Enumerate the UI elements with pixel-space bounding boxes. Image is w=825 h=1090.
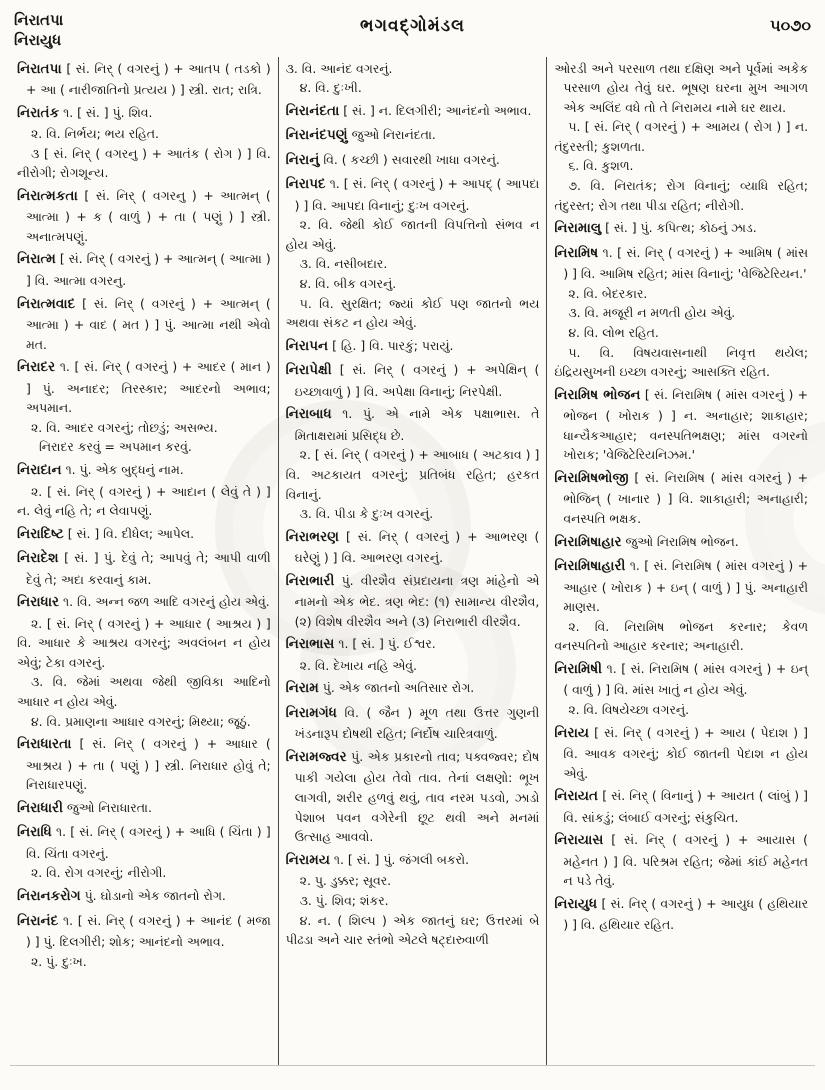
entry-definition [17, 822, 271, 863]
headword: નિરામિષભોજી [554, 470, 629, 486]
headword: નિરામય [285, 851, 330, 868]
headword: નિરામિષી [554, 660, 603, 677]
dictionary-entry [286, 634, 540, 675]
dictionary-entry [554, 830, 808, 891]
dictionary-entry [286, 150, 540, 171]
dictionary-entry [286, 571, 540, 632]
entry-definition [554, 830, 808, 891]
headword: નિરાનકરોગ [17, 888, 81, 905]
definition-text: ૧. [ સં. નિરામિષ ( માંસ વગરનું ) + ઇન્ ( વાળું ) ] વિ. માંસ ખાતું ન હોય એવું. [563, 660, 809, 698]
definition-text: ૧. [ સં. નિર્ ( વગરનું ) + આપદ્ ( આપદા ) ] વિ. આપદા વિનાનું; દુઃખ વગરનું. [294, 176, 540, 213]
sense-line: ૨. પુ. ડુક્કર; સૂવર. [299, 873, 392, 889]
entry-definition [554, 556, 808, 617]
definition-text: ૧. પું. એક બુદ્ધનું નામ. [65, 462, 184, 478]
entry-definition [17, 103, 271, 124]
definition-text: ૩. વિ. આનંદ વગરનું. [285, 60, 393, 76]
sense-line: ૨. પું. દુઃખ. [31, 953, 87, 969]
dictionary-entry [554, 532, 808, 553]
dictionary-entry [286, 101, 540, 122]
headword: નિરાતંક [17, 104, 60, 121]
entry-definition [554, 659, 808, 700]
dictionary-entry [554, 218, 808, 239]
headword: નિરામ [285, 680, 319, 697]
sense-line: ૪. વિ. લોભ રહિત. [568, 324, 659, 340]
headword: નિરાપેક્ષી [285, 362, 332, 379]
entry-definition [17, 357, 271, 418]
entry-definition [286, 850, 540, 871]
entry-definition [17, 798, 271, 819]
dictionary-entry [554, 894, 808, 935]
entry-definition [17, 524, 271, 545]
definition-text: [ સં. નિર્ ( વગરનું ) + અપેક્ષિન્ ( ઇચ્છાવાળું ) ] વિ. અપેક્ષા વિનાનું; નિરપેક્ષી. [294, 362, 540, 399]
definition-text: પું. એક પ્રકારનો તાવ; પક્વજ્વર; દોષ પાકી ગયેલા હોય તેવો તાવ. તેનાં લક્ષણો: ભૂખ લાગવી, શરીર હળવું થવું, તાવ નરમ પડવો, ઝાડો પેશાબ પવન વગેરેની છૂટ થવી અને મનમાં ઉત્સાહ આવવો. [294, 749, 540, 845]
definition-text: જુઓ નિરાધારતા. [66, 799, 152, 815]
column-3 [546, 57, 815, 1065]
entry-definition [286, 101, 540, 122]
entry-definition [17, 911, 271, 952]
sense-line: ૪. વિ. બીક વગરનું. [299, 275, 397, 291]
dictionary-entry [554, 243, 808, 382]
sense-line: ૨. [ સં. નિર્ ( વગરનું ) + આદાન ( લેવું તે ) ] ન. લેવું નહિ તે; ન લેવાપણું. [17, 483, 271, 519]
headword: નિરાભરણ [285, 528, 339, 545]
definition-text: ૧. [ સં. નિર્ ( વગરનું ) + આનંદ ( મજા ) ] પું. દિલગીરી; શોક; આનંદનો અભાવ. [26, 912, 271, 949]
dictionary-entry [17, 524, 271, 545]
dictionary-entry [286, 404, 540, 523]
headword: નિરાદિષ્ટ [17, 525, 64, 542]
sense-line: ૨. વિ. આદર વગરનું; તોછડું; અસભ્ય. [31, 419, 218, 435]
sense-line: ૪. વિ. દુઃખી. [299, 80, 362, 96]
headword: નિરાતપા [17, 60, 62, 77]
headword: નિરાધારી [17, 799, 63, 816]
entry-definition [554, 468, 808, 529]
entry-definition [17, 592, 271, 613]
entry-definition [286, 59, 540, 79]
dictionary-entry [17, 103, 271, 183]
page-header [10, 4, 815, 55]
definition-text: [ સં. નિર્ ( વગરનુ ) + આત્મન્ ( આત્મા ) + ક ( વાળું ) + તા ( પણું ) ] સ્ત્રી. અનાત્મપણું. [26, 187, 271, 244]
headword: નિરાધાર [17, 594, 60, 611]
definition-text: પું. ઘોડાનો એક જાતનો રોગ. [84, 888, 226, 904]
headword: નિરામિષ ભોજન [554, 386, 641, 403]
definition-text: ૧. [ સં. ] પું. શિવ. [63, 104, 153, 120]
dictionary-entry [554, 385, 808, 465]
sense-line: ૨. વિ. રોગ વગરનું; નીરોગી. [31, 865, 167, 881]
entry-definition [286, 336, 540, 357]
sense-line: ૫. વિ. વિષયવાસનાથી નિવૃત્ત થયેલ; ઇંદ્રિયસુખની ઇચ્છા વગરનું; આસક્તિ રહિત. [554, 344, 809, 380]
entry-definition [17, 249, 271, 290]
entry-definition [554, 786, 808, 827]
definition-text: વિ. ( કચ્છી ) સવારથી ખાધા વગરનું. [323, 151, 500, 167]
definition-text: જુઓ નિરાનંદતા. [351, 127, 436, 143]
headword: નિરાયુધ [554, 896, 598, 912]
headword: નિરાયત [554, 788, 599, 805]
dictionary-entry [17, 59, 271, 100]
dictionary-entry [17, 734, 271, 795]
entry-definition [554, 218, 808, 239]
definition-text: ૧. [ સં. ] પું. ઈશ્વર. [338, 636, 436, 652]
definition-text: ૧. વિ. અન્ન જળ આદિ વગરનું હોય એવું. [63, 594, 270, 610]
entry-definition [17, 294, 271, 355]
definition-text: [ સં. નિરામિષ ( માંસ વગરનું ) + ભોજન ( ખોરાક ) ] ન. અનાહાર; શાકાહાર; ધાન્યૈકઆહાર; વનસ્પતિભક્ષણ; માંસ વગરનો ખોરાક; 'વેજિટેરિયનિઝમ.' [563, 386, 809, 463]
headword: નિરાનંદપણું [285, 127, 348, 144]
definition-text: [ સં. ] વિ. દીધેલ; આપેલ. [67, 525, 195, 541]
definition-text: [ સં. ] ન. દિલગીરી; આનંદનો અભાવ. [343, 102, 532, 118]
entry-definition [17, 734, 271, 795]
headword: નિરાદેશ [17, 550, 59, 567]
sense-line: ૩. વિ. નસીબદાર. [299, 256, 388, 272]
running-head-first-entry: નિરાતપા [14, 11, 64, 29]
sense-line: ૪. વિ. પ્રમાણના આધાર વગરનું; મિથ્યા; જૂઠું. [31, 713, 251, 729]
definition-text: પું. વીરશૈવ સંપ્રદાયના ત્રણ માંહેનો એ નામનો એક ભેદ. ત્રણ ભેદ: (૧) સામાન્ય વીરશૈવ, (૨) વિશેષ વીરશૈવ અને (૩) નિરાભારી વીરશૈવ. [294, 572, 540, 629]
headword: નિરાત્મ [17, 251, 56, 268]
entry-definition [286, 747, 540, 847]
entry-definition [554, 243, 808, 284]
dictionary-entry [286, 747, 540, 847]
dictionary-entry [286, 850, 540, 950]
dictionary-entry [17, 186, 271, 247]
definition-text: [ સં. નિર્ ( વગરનું ) + આત્મન્ ( આત્મા ) ] વિ. આત્મા વગરનુ. [26, 251, 271, 288]
headword: નિરાભાસ [285, 636, 335, 653]
entry-definition [286, 404, 540, 445]
definition-text: વિ. ( જૈન ) મૂળ તથા ઉત્તર ગુણની ખંડનારૂપ દોષથી રહિત; નિર્દોષ ચારિત્રવાળું. [294, 704, 540, 742]
sense-line: ૨. [ સં. નિર્ ( વગરનું ) + આબાધ ( અટકાવ ) ] વિ. અટકાયત વગરનું; પ્રતિબંધ રહિત; હરકત વિનાનું. [285, 447, 540, 502]
dictionary-entry [17, 798, 271, 819]
sense-line: ૫. વિ. સુરક્ષિત; જ્યાં કોઈ પણ જાતનો ભય અથવા સંકટ ન હોય એવું. [285, 295, 540, 331]
sense-line: ૪. ન. ( શિલ્પ ) એક જાતનું ઘર; ઉત્તરમાં બે પીઢડા અને ચાર સ્તંભો એટલે ષટ્દારુવાળી [285, 912, 540, 948]
running-heads [14, 10, 253, 51]
headword: નિરામાલુ [554, 220, 602, 237]
definition-text: ૧. [ સં. નિર્ ( વગરનું ) + આમિષ ( માંસ ) ] વિ. આમિષ રહિત; માંસ વિનાનું; 'વેજિટેરિયન.' [563, 244, 809, 282]
definition-text: ૧. [ સં. ] પું. જંગલી બકરો. [333, 851, 470, 867]
dictionary-entry [17, 911, 271, 972]
definition-text: ઓરડી અને પરસાળ તથા દક્ષિણ અને પૂર્વમાં અકેક પરસાળ હોય તેવું ઘર. ભૂષણ ઘરના મુખ આગળ એક અલિંદ વધે તો તે નિરામય નામે ઘર થાય. [554, 60, 809, 115]
headword: નિરામગંધ [285, 704, 337, 721]
dictionary-entry [286, 527, 540, 568]
dictionary-entry [286, 174, 540, 333]
dictionary-entry [286, 678, 540, 699]
headword: નિરાપદ [285, 176, 326, 193]
headword: નિરામજ્વર [285, 749, 347, 765]
headword: નિરાયાસ [554, 832, 604, 849]
entry-definition [286, 150, 540, 171]
entry-definition [554, 532, 808, 553]
dictionary-entry [286, 336, 540, 357]
entry-definition [17, 548, 271, 589]
running-head-last-entry: નિરાયુધ [14, 31, 62, 50]
entry-continuation [554, 59, 808, 216]
entry-definition [286, 125, 540, 146]
definition-text: ૧. [ સં. નિર્ ( વગરનું ) + આદર ( માન ) ] પું. અનાદર; તિરસ્કાર; આદરનો અભાવ; અપમાન. [26, 359, 271, 416]
sense-line: ૨. વિ. વિષયેચ્છા વગરનું. [568, 702, 690, 718]
dictionary-entry [554, 786, 808, 827]
definition-text: [ સં. નિર્ ( વિનાનું ) + આયત ( લાંબું ) ] વિ. સાંકડું; લંબાઈ વગરનું; સંકુચિત. [563, 788, 808, 825]
dictionary-entry [554, 723, 808, 784]
headword: નિરાનંદ [17, 912, 59, 929]
definition-text: પું. એક જાતનો અતિસાર રોગ. [322, 680, 475, 696]
sense-line: ૨. વિ. જેથી કોઈ જાતની વિપત્તિનો સંભવ ન હોય એવું. [285, 217, 540, 252]
entry-continuation [286, 59, 540, 98]
sense-line: ૨. વિ. નિર્ભય; ભય રહિત. [31, 126, 159, 142]
definition-text: [ સં. નિર્ ( વગરનું ) + આય ( પેદાશ ) ] વિ. આવક વગરનું; કોઈ જાતની પેદાશ ન હોય એવું. [563, 724, 809, 781]
definition-text: [ સં. નિર્ ( વગરનું ) + આધાર ( આશ્રય ) + તા ( પણું ) ] સ્ત્રી. નિરાધાર હોવું તે; નિરાધારપણું. [26, 736, 271, 793]
headword: નિરામિષ [554, 244, 599, 261]
entry-definition [286, 571, 540, 632]
dictionary-entry [554, 659, 808, 720]
entry-definition [286, 527, 540, 568]
sense-line: ૨. વિ. દેખાય નહિ એવું. [299, 657, 417, 673]
entry-definition [286, 360, 540, 401]
headword: નિરાત્મવાદ [17, 295, 76, 312]
dictionary-entry [554, 556, 808, 656]
definition-text: ૧. [ સં. નિરામિષ ( માંસ વગરનું ) + આહાર ( ખોરાક ) + ઇન્ ( વાળું ) ] પું. અનાહારી માણસ. [563, 558, 809, 615]
dictionary-entry [17, 249, 271, 290]
sense-line: ૬. વિ. કુશળ. [568, 158, 634, 174]
entry-definition [17, 886, 271, 907]
definition-text: [ સં. નિર્ ( વગરનું ) + આત્મન્ ( આત્મા ) + વાદ ( મત ) ] પું. આત્મા નથી એવો મત. [26, 295, 271, 352]
definition-text: [ સં. નિરામિષ ( માંસ વગરનું ) + ભોજિન્ ( ખાનાર ) ] વિ. શાકાહારી; અનાહારી; વનસ્પતિ ભક્ષક. [563, 470, 809, 527]
column-1 [10, 57, 278, 1065]
definition-text: ૧. [ સં. નિર્ ( વગરનું ) + આધિ ( ચિંતા ) ] વિ. ચિંતા વગરનું. [26, 824, 271, 861]
dictionary-entry [17, 592, 271, 731]
entry-definition [17, 59, 271, 100]
sense-line: ૩. વિ. પીડા કે દુઃખ વગરનું. [299, 506, 434, 522]
dictionary-entry [554, 468, 808, 529]
headword: નિરાદર [17, 359, 56, 376]
sense-line: ૫. [ સં. નિર્ ( વગરનું ) + આમય ( રોગ ) ] ન. તંદુરસ્તી; કુશળતા. [554, 119, 809, 154]
dictionary-entry [17, 886, 271, 907]
definition-text: [ સં. નિર્ ( વગરનું ) + આતપ ( તડકો ) + આ ( નારીજાતિનો પ્રત્યય ) ] સ્ત્રી. રાત; રાત્રિ. [26, 60, 271, 97]
definition-text: જુઓ નિરામિષ ભોજન. [625, 533, 739, 549]
headword: નિરાનું [285, 151, 320, 168]
entry-definition [554, 894, 808, 935]
sense-line: ૩. વિ. મજૂરી ન મળતી હોય એવું. [568, 305, 736, 321]
dictionary-entry [17, 548, 271, 589]
definition-text: [ સં. નિર્ ( વગરનું ) + આયુધ ( હથિયાર ) ] વિ. હથિયાર રહિત. [563, 896, 809, 933]
entry-definition [17, 186, 271, 247]
headword: નિરાત્મકતા [17, 187, 78, 204]
headword: નિરાનંદતા [285, 102, 340, 119]
definition-text: [ હિ. ] વિ. પારકું; પરાયું. [332, 337, 454, 353]
entry-definition [286, 174, 540, 215]
entry-definition [17, 460, 271, 481]
definition-text: ૧. પું. એ નામે એક પક્ષાભાસ. તે મિતાક્ષરામાં પ્રસિદ્ધ છે. [294, 406, 540, 443]
entry-definition [286, 703, 540, 744]
headword: નિરાય [554, 724, 590, 741]
headword: નિરામિષાહારી [554, 558, 626, 575]
sense-line: ૨. [ સં. નિર્ ( વગરનું ) + આધાર ( આશ્રય ) ] વિ. આધાર કે આશ્રય વગરનું; અવલંબન ન હોય એવું; ટેકા વગરનું. [17, 615, 271, 670]
sense-line: ૩ [ સં. નિર્ ( વગરનુ ) + આતંક ( રોગ ) ] વિ. નીરોગી; રોગશૂન્ય. [17, 145, 271, 181]
book-title: ભગવદ્ગોમંડલ [360, 16, 465, 36]
text-columns [10, 57, 815, 1066]
sense-line: ૨. વિ. નિરામિષ ભોજન કરનાર; કેવળ વનસ્પતિનો આહાર કરનાર; અનાહારી. [554, 618, 809, 654]
dictionary-entry [17, 294, 271, 355]
sense-line: ૭. વિ. નિરાતંક; રોગ વિનાનું; વ્યાધિ રહિત; તંદુરસ્ત; રોગ તથા પીડા રહિત; નીરોગી. [554, 178, 809, 213]
headword: નિરાધારતા [17, 736, 72, 753]
column-2 [278, 57, 547, 1065]
headword: નિરાભારી [285, 572, 335, 589]
entry-definition [554, 385, 808, 465]
definition-text: [ સં. ] પું. કપિત્થ; કોઠનું ઝાડ. [605, 220, 757, 236]
dictionary-entry [17, 460, 271, 521]
headword: નિરાબાધ [285, 406, 332, 423]
dictionary-entry [286, 703, 540, 744]
dictionary-entry [286, 125, 540, 146]
page-number: ૫૦૭૦ [770, 16, 811, 35]
headword: નિરાદાન [17, 462, 62, 479]
idiom-line: નિરાદર કરવું = અપમાન કરવું. [39, 439, 192, 455]
entry-definition [554, 723, 808, 784]
definition-text: [ સં. ] પું. દેવું તે; આપવું તે; આપી વાળી દેવું તે; અદા કરવાનું કામ. [26, 550, 271, 587]
definition-text: [ સં. નિર્ ( વગરનું ) + આભરણ ( ઘરેણું ) ] વિ. આભરણ વગરનું. [294, 528, 540, 566]
headword: નિરામિષાહાર [554, 533, 622, 550]
sense-line: ૩. વિ. જેમાં અથવા જેથી જીવિકા આદિનો આધાર ન હોય એવું. [17, 674, 271, 710]
sense-line: ૨. વિ. બેદરકાર. [568, 285, 648, 301]
entry-definition [286, 634, 540, 655]
definition-text: [ સં. નિર્ ( વગરનું ) + આયાસ ( મહેનત ) ] વિ. પરિશ્રમ રહિત; જેમાં કાંઈ મહેનત ન પડે તેવું. [563, 832, 809, 889]
dictionary-entry [17, 822, 271, 883]
entry-definition [554, 59, 808, 118]
entry-definition [286, 678, 540, 699]
sense-line: ૩. પું. શિવ; શંકર. [299, 892, 389, 908]
dictionary-entry [17, 357, 271, 457]
dictionary-entry [286, 360, 540, 401]
headword: નિરાધિ [17, 824, 52, 841]
headword: નિરાપન [285, 337, 329, 354]
